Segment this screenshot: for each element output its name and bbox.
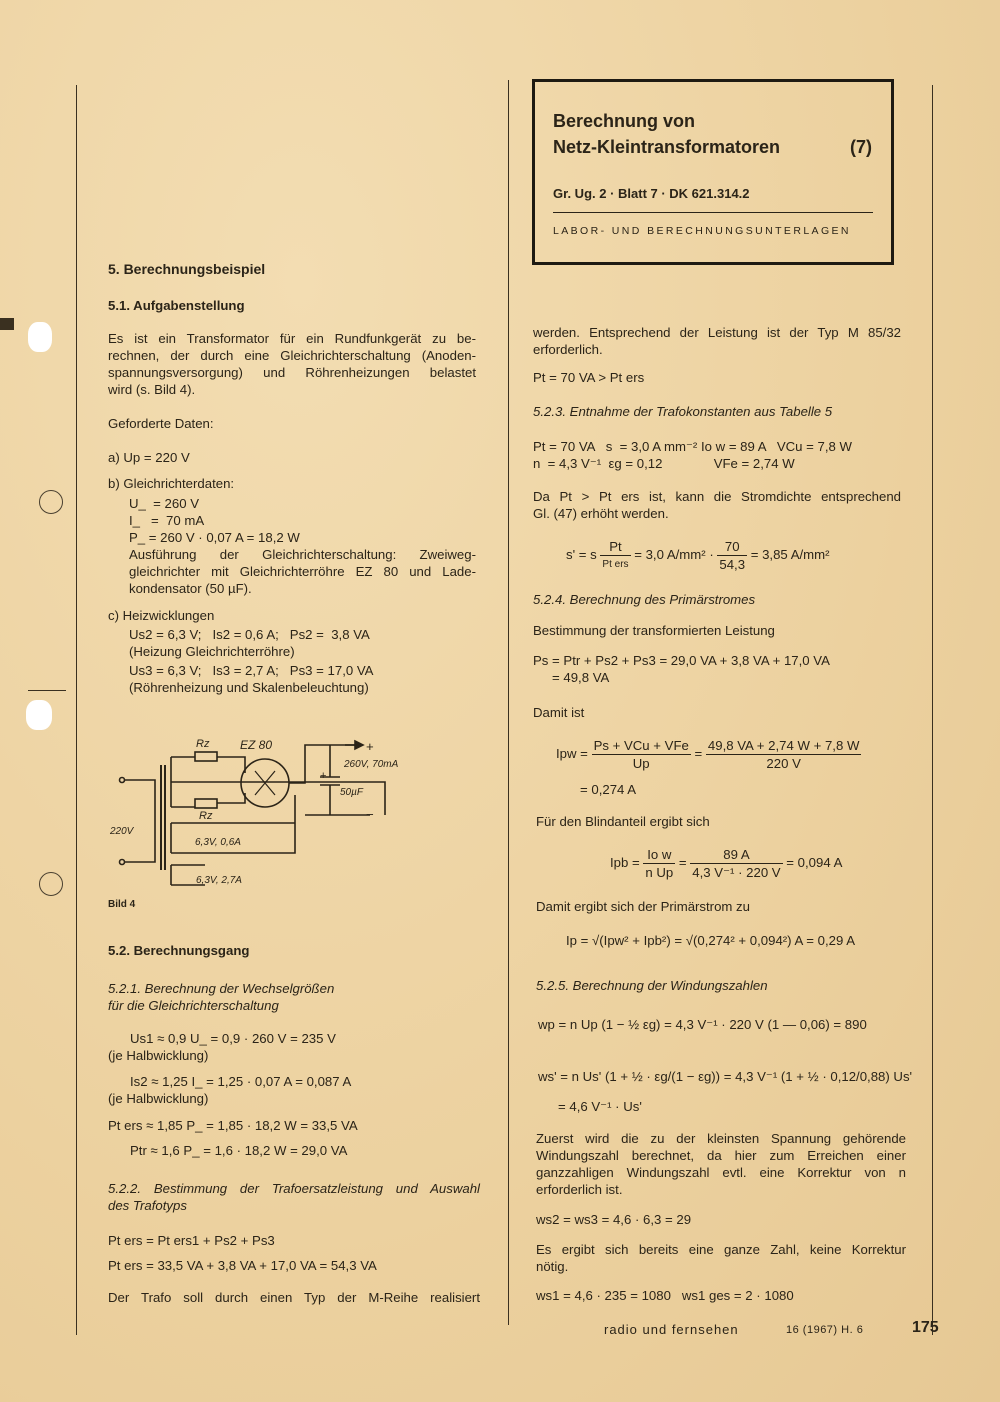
rectifier-text: gleichrichter mit Gleichrichterröhre EZ 80 und Lade-	[129, 564, 476, 579]
left-margin-line	[76, 85, 77, 1335]
label-cap-plus: +	[320, 770, 327, 782]
section-523-heading: 5.2.3. Entnahme der Trafokonstanten aus Tabelle 5	[533, 404, 833, 419]
denominator: 4,3 V⁻¹ · 220 V	[692, 865, 781, 880]
paper-tear	[28, 322, 52, 352]
section-5-heading: 5. Berechnungsbeispiel	[108, 261, 266, 277]
section-522-heading: 5.2.2. Bestimmung der Trafoersatzleistung und Auswahl	[108, 1181, 480, 1196]
eq-lhs: Ipw =	[556, 745, 588, 761]
heater-1: Us2 = 6,3 V; Is2 = 0,6 A; Ps2 = 3,8 VA	[129, 627, 370, 642]
eq-pters-sum: Pt ers = Pt ers1 + Ps2 + Ps3	[108, 1233, 275, 1248]
transformer-core	[161, 765, 165, 870]
resistor-rz1	[195, 752, 217, 761]
header-box	[532, 79, 894, 265]
label-cap: 50µF	[340, 787, 363, 798]
denominator: Pt ers	[602, 559, 629, 570]
right-text: ganzzahligen Windungszahl evtl. eine Korrektur von n	[536, 1165, 906, 1180]
heater-1-note: (Heizung Gleichrichterröhre)	[129, 644, 295, 659]
eq-lhs: s' = s	[566, 546, 597, 562]
rectifier-text: Ausführung der Gleichrichterschaltung: Zweiweg-	[129, 547, 476, 562]
input-wires	[120, 778, 156, 865]
eq-ptr: Ptr ≈ 1,6 P_ = 1,6 · 18,2 W = 29,0 VA	[130, 1143, 348, 1158]
eq-pters: Pt ers ≈ 1,85 P_ = 1,85 · 18,2 W = 33,5 VA	[108, 1118, 358, 1133]
numerator: Pt	[600, 538, 630, 556]
label-winding-2: 6,3V, 2,7A	[196, 875, 242, 886]
figure-caption: Bild 4	[108, 899, 136, 910]
eq-lhs: Ipb =	[610, 854, 640, 870]
section-521-heading: für die Gleichrichterschaltung	[108, 998, 279, 1013]
eq-ipw-value: = 0,274 A	[580, 782, 637, 797]
eq-sign: =	[678, 854, 687, 870]
right-text: Damit ist	[533, 705, 585, 720]
label-plus: +	[366, 739, 374, 754]
heater-2: Us3 = 6,3 V; Is3 = 2,7 A; Ps3 = 17,0 VA	[129, 663, 374, 678]
right-text: Für den Blindanteil ergibt sich	[536, 814, 710, 829]
label-rz1: Rz	[196, 738, 210, 750]
page-number: 175	[912, 1319, 939, 1336]
section-522-heading: des Trafotyps	[108, 1198, 187, 1213]
eq-ipw	[556, 737, 861, 772]
header-rule	[553, 212, 873, 213]
fraction	[690, 846, 782, 881]
numerator: 70	[717, 538, 747, 556]
eq-ws1: ws1 = 4,6 · 235 = 1080 ws1 ges = 2 · 1080	[536, 1288, 794, 1303]
section-525-heading: 5.2.5. Berechnung der Windungszahlen	[536, 978, 768, 993]
required-data-label: Geforderte Daten:	[108, 416, 214, 431]
item-c-title: c) Heizwicklungen	[108, 608, 215, 623]
right-text: erforderlich.	[533, 342, 603, 357]
denominator: n Up	[645, 865, 674, 880]
section-524-heading: 5.2.4. Berechnung des Primärstromes	[533, 592, 756, 607]
eq-is2-note: (je Halbwicklung)	[108, 1091, 209, 1106]
eq-sign: =	[694, 745, 703, 761]
eq-pters-value: Pt ers = 33,5 VA + 3,8 VA + 17,0 VA = 54,3 VA	[108, 1258, 377, 1273]
label-rz2: Rz	[199, 810, 213, 822]
section-52-heading: 5.2. Berechnungsgang	[108, 943, 250, 958]
series-label: LABOR- UND BERECHNUNGSUNTERLAGEN	[553, 225, 851, 237]
eq-rhs: = 3,85 A/mm²	[750, 546, 830, 562]
margin-mark	[0, 318, 14, 330]
right-text: Gl. (47) erhöht werden.	[533, 506, 669, 521]
fraction	[717, 538, 747, 573]
title-part: (7)	[850, 137, 872, 157]
classification: Gr. Ug. 2 · Blatt 7 · DK 621.314.2	[553, 186, 750, 201]
fraction	[706, 737, 862, 772]
rectifier-text: kondensator (50 µF).	[129, 581, 252, 596]
resistor-rz2	[195, 799, 217, 808]
right-text: erforderlich ist.	[536, 1182, 623, 1197]
denominator: Up	[632, 756, 650, 771]
fraction	[600, 538, 630, 573]
punch-hole-bottom	[39, 872, 63, 896]
rectifier-power: P_ = 260 V · 0,07 A = 18,2 W	[129, 530, 300, 545]
column-divider	[508, 80, 509, 1325]
right-text: Damit ergibt sich der Primärstrom zu	[536, 899, 750, 914]
intro-line: spannungsversorgung) und Röhrenheizungen belastet	[108, 365, 476, 380]
eq-pt: Pt = 70 VA > Pt ers	[533, 370, 645, 385]
output-arrow	[355, 741, 363, 749]
eq-ip: Ip = √(Ipw² + Ipb²) = √(0,274² + 0,094²) A = 0,29 A	[566, 933, 856, 948]
rectifier-current: I_ = 70 mA	[129, 513, 205, 528]
constants-row1: Pt = 70 VA s = 3,0 A mm⁻² Io w = 89 A VCu = 7,8 W	[533, 439, 852, 454]
label-minus: −	[366, 807, 374, 822]
right-margin-line	[932, 85, 933, 1335]
denominator: 220 V	[766, 756, 801, 771]
eq-ws2: ws2 = ws3 = 4,6 · 6,3 = 29	[536, 1212, 692, 1227]
constants-row2: n = 4,3 V⁻¹ εg = 0,12 VFe = 2,74 W	[533, 456, 795, 471]
eq-us1: Us1 ≈ 0,9 U_ = 0,9 · 260 V = 235 V	[130, 1031, 336, 1046]
margin-mark	[28, 690, 66, 691]
left-last-line: Der Trafo soll durch einen Typ der M-Reihe realisiert	[108, 1290, 480, 1305]
item-b-title: b) Gleichrichterdaten:	[108, 476, 235, 491]
eq-wp: wp = n Up (1 − ½ εg) = 4,3 V⁻¹ · 220 V (1 — 0,06) = 890	[538, 1017, 867, 1032]
label-output: 260V, 70mA	[344, 759, 399, 770]
eq-rhs: = 0,094 A	[786, 854, 843, 870]
issue-info: 16 (1967) H. 6	[786, 1324, 864, 1336]
label-winding-1: 6,3V, 0,6A	[195, 837, 241, 848]
numerator: 49,8 VA + 2,74 W + 7,8 W	[707, 738, 860, 753]
paper-tear	[26, 700, 52, 730]
intro-line: wird (s. Bild 4).	[108, 382, 196, 397]
title-line1: Berechnung von	[553, 111, 696, 131]
fraction	[592, 737, 691, 772]
section-521-heading: 5.2.1. Berechnung der Wechselgrößen	[108, 981, 335, 996]
label-tube: EZ 80	[240, 738, 273, 752]
eq-us1-note: (je Halbwicklung)	[108, 1048, 209, 1063]
fraction	[643, 846, 675, 881]
numerator: Io w	[643, 846, 675, 864]
eq-ws: ws' = n Us' (1 + ½ · εg/(1 − εg)) = 4,3 V⁻¹ (1 + ½ · 0,12/0,88) Us'	[538, 1069, 913, 1084]
section-51-heading: 5.1. Aufgabenstellung	[108, 298, 245, 313]
eq-current-density	[566, 538, 830, 573]
rectifier-voltage: U_ = 260 V	[129, 496, 200, 511]
right-text: nötig.	[536, 1259, 569, 1274]
right-text: Windungszahl berechnet, da hier zum Erreichen einer	[536, 1148, 906, 1163]
item-a: a) Up = 220 V	[108, 450, 190, 465]
heater-2-note: (Röhrenheizung und Skalenbeleuchtung)	[129, 680, 369, 695]
right-text: Bestimmung der transformierten Leistung	[533, 623, 775, 638]
denominator: 54,3	[719, 557, 746, 572]
eq-ps: Ps = Ptr + Ps2 + Ps3 = 29,0 VA + 3,8 VA + 17,0 VA	[533, 653, 830, 668]
eq-ws-value: = 4,6 V⁻¹ · Us'	[558, 1099, 642, 1114]
right-text: werden. Entsprechend der Leistung ist der Typ M 85/32	[533, 325, 901, 340]
eq-ps-value: = 49,8 VA	[552, 670, 610, 685]
intro-line: rechnen, der durch eine Gleichrichterschaltung (Anoden-	[108, 348, 476, 363]
journal-name: radio und fernsehen	[604, 1322, 739, 1337]
numerator: 89 A	[690, 846, 782, 864]
title-line2: Netz-Kleintransformatoren	[553, 137, 781, 157]
numerator: Ps + VCu + VFe	[593, 738, 689, 753]
eq-ipb	[610, 846, 842, 881]
intro-line: Es ist ein Transformator für ein Rundfunkgerät zu be-	[108, 331, 476, 346]
right-text: Zuerst wird die zu der kleinsten Spannung gehörende	[536, 1131, 906, 1146]
eq-mid: = 3,0 A/mm² ·	[634, 546, 714, 562]
right-text: Da Pt > Pt ers ist, kann die Stromdichte entsprechend	[533, 489, 901, 504]
eq-is2: Is2 ≈ 1,25 I_ = 1,25 · 0,07 A = 0,087 A	[130, 1074, 352, 1089]
punch-hole-top	[39, 490, 63, 514]
label-input: 220V	[110, 826, 134, 837]
right-text: Es ergibt sich bereits eine ganze Zahl, keine Korrektur	[536, 1242, 906, 1257]
